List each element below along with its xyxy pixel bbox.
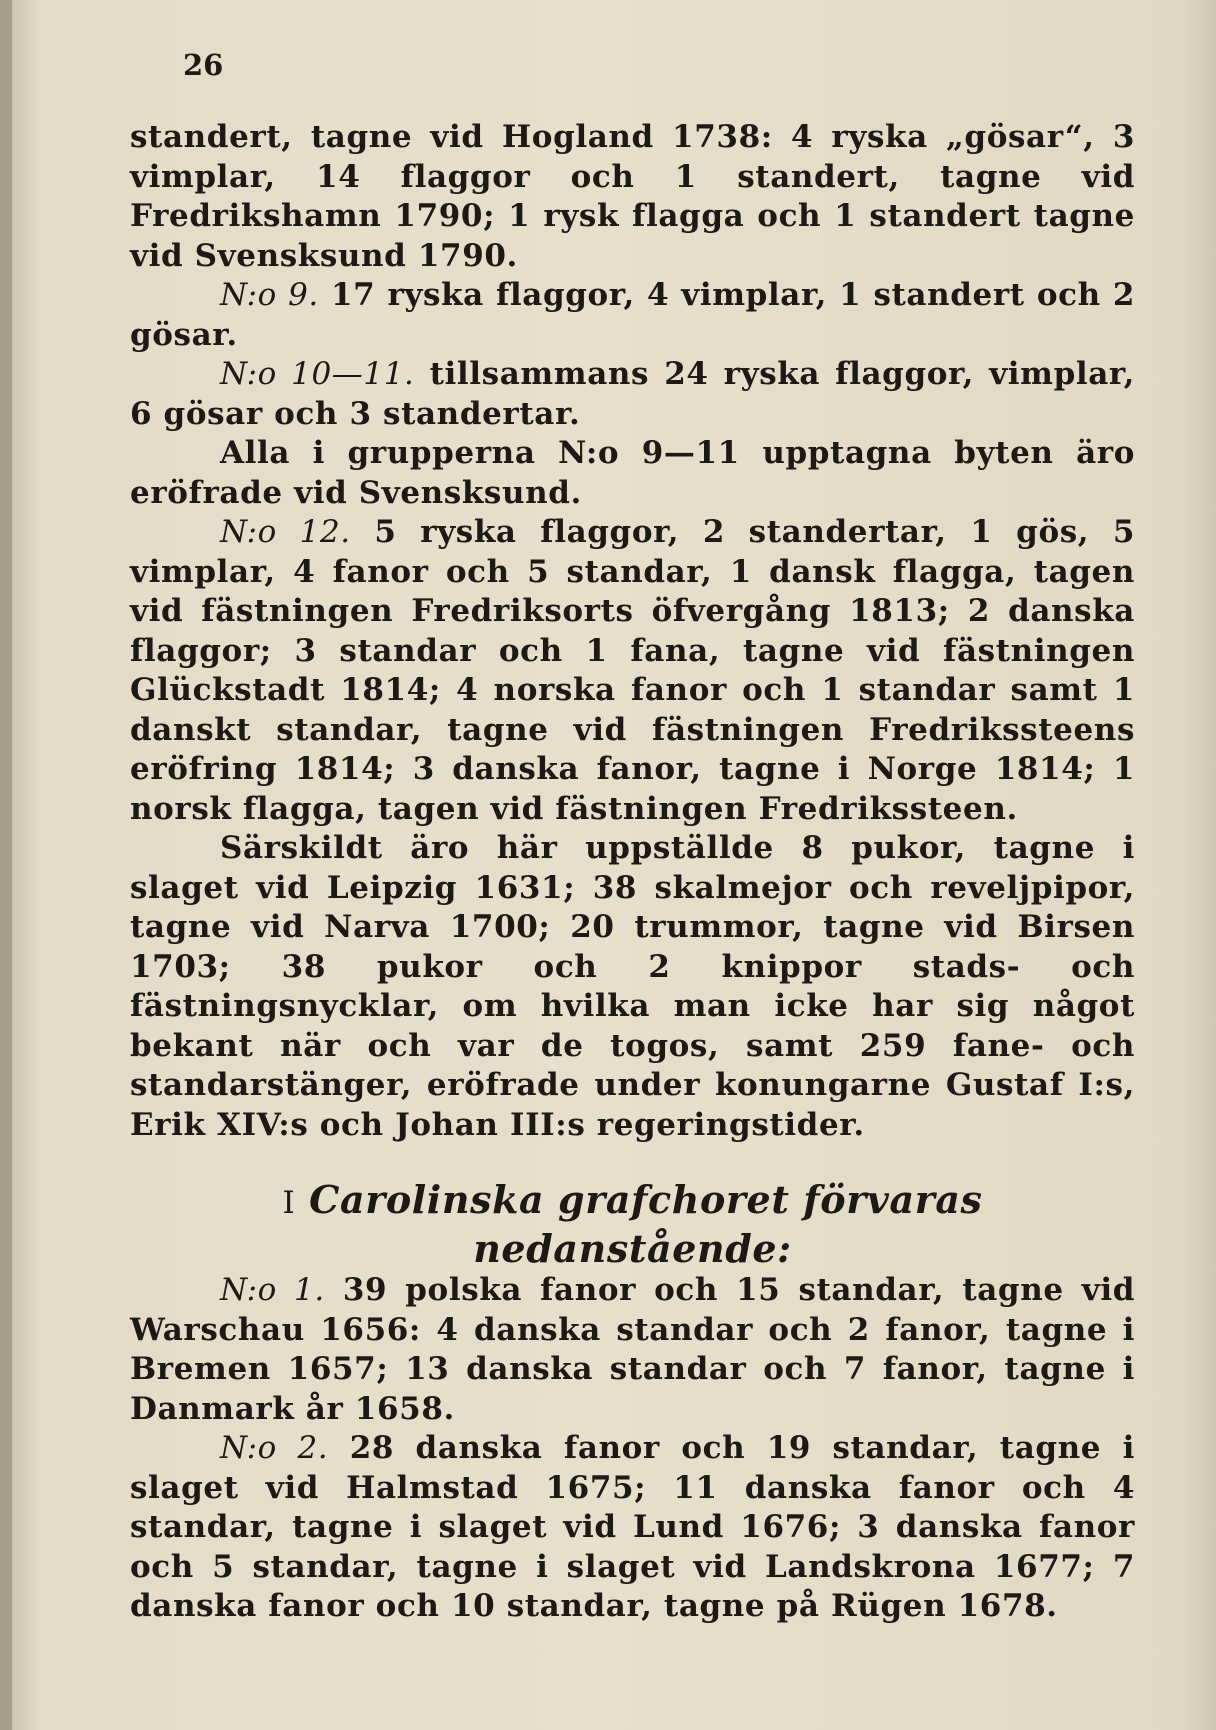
paragraph-groups-note: Alla i grupperna N:o 9—11 upptagna byten äro eröfrade vid Svensksund. [130, 435, 1135, 511]
paragraph-no-12: N:o 12. 5 ryska flaggor, 2 standertar, 1 gös, 5 vimplar, 4 fanor och 5 standar, 1 dansk flagga, tagen vid fästningen Fredriksorts öfvergång 1813; 2 danska flaggor; 3 standar och 1 fana, tagne vid fästningen Glückstadt 1814; 4 norska fanor och 1 standar samt 1 danskt standar, tagne vid fästningen Fredrikssteens eröfring 1814; 3 danska fanor, tagne i Norge 1814; 1 norsk flagga, tagen vid fästningen Fredrikssteen. [130, 514, 1135, 827]
page-number: 26 [183, 48, 224, 82]
paragraph-continuation: standert, tagne vid Hogland 1738: 4 ryska „gösar“, 3 vimplar, 14 flaggor och 1 standert, tagne vid Fredrikshamn 1790; 1 rysk flagga och 1 standert tagne vid Svensksund 1790. [130, 119, 1135, 274]
paragraph-special: Särskildt äro här uppställde 8 pukor, tagne i slaget vid Leipzig 1631; 38 skalmejor och reveljpipor, tagne vid Narva 1700; 20 trummor, tagne vid Birsen 1703; 38 pukor och 2 knippor stads- och fästningsnycklar, om hvilka man icke har sig något bekant när och var de togos, samt 259 fane- och standarstänger, eröfrade under konungarne Gustaf I:s, Erik XIV:s och Johan III:s regeringstider. [130, 830, 1135, 1143]
item-number-label: N:o 1. [220, 1272, 325, 1308]
item-number-label: N:o 10—11. [220, 356, 415, 392]
item-number-label: N:o 9. [220, 277, 319, 313]
paragraph-no-9: N:o 9. 17 ryska flaggor, 4 vimplar, 1 standert och 2 gösar. [130, 277, 1135, 353]
paragraph-no-2: N:o 2. 28 danska fanor och 19 standar, tagne i slaget vid Halmstad 1675; 11 danska fanor och 4 standar, tagne i slaget vid Lund 1676; 3 danska fanor och 5 standar, tagne i slaget vid Landskrona 1677; 7 danska fanor och 10 standar, tagne på Rügen 1678. [130, 1430, 1135, 1624]
paragraph-no-1: N:o 1. 39 polska fanor och 15 standar, tagne vid Warschau 1656: 4 danska standar och 2 fanor, tagne i Bremen 1657; 13 danska standar och 7 fanor, tagne i Danmark år 1658. [130, 1272, 1135, 1427]
section-heading: I Carolinska grafchoret förvaras nedanstående: [282, 1177, 983, 1271]
item-number-label: N:o 2. [220, 1430, 329, 1466]
item-number-label: N:o 12. [220, 514, 351, 550]
page-body [130, 118, 1135, 1627]
paragraph-no-10-11: N:o 10—11. tillsammans 24 ryska flaggor, vimplar, 6 gösar och 3 standertar. [130, 356, 1135, 432]
book-spine [0, 0, 12, 1730]
